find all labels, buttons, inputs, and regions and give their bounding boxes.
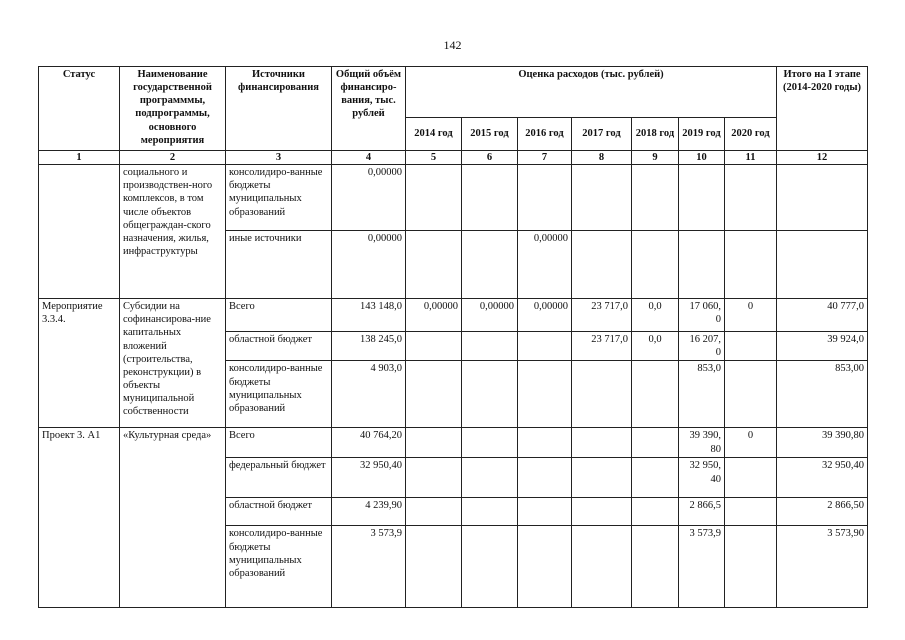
header-year: 2014 год <box>406 118 462 151</box>
year-cell: 0,00000 <box>518 231 572 299</box>
source-cell: федеральный бюджет <box>226 458 332 498</box>
table-row <box>39 165 868 231</box>
year-cell <box>725 165 777 231</box>
year-cell <box>518 165 572 231</box>
year-cell: 0 <box>725 428 777 458</box>
header-year: 2020 год <box>725 118 777 151</box>
total-cell: 4 903,0 <box>332 361 406 428</box>
total-cell: 32 950,40 <box>332 458 406 498</box>
total-cell: 3 573,9 <box>332 526 406 608</box>
stage-cell: 853,00 <box>777 361 868 428</box>
year-cell: 0,00000 <box>406 299 462 332</box>
total-cell: 143 148,0 <box>332 299 406 332</box>
year-cell <box>462 231 518 299</box>
year-cell: 16 207, 0 <box>679 332 725 361</box>
header-sources: Источники финансирования <box>226 67 332 151</box>
source-cell: консолидиро-ванные бюджеты муниципальных образований <box>226 361 332 428</box>
year-cell <box>462 361 518 428</box>
column-number: 3 <box>226 151 332 165</box>
status-cell: Мероприятие 3.3.4. <box>39 299 120 428</box>
year-cell <box>679 231 725 299</box>
year-cell <box>632 498 679 526</box>
year-cell <box>406 526 462 608</box>
year-cell <box>518 498 572 526</box>
year-cell: 0 <box>725 299 777 332</box>
year-cell <box>632 231 679 299</box>
year-cell <box>572 458 632 498</box>
stage-cell: 39 924,0 <box>777 332 868 361</box>
column-number: 12 <box>777 151 868 165</box>
year-cell <box>406 498 462 526</box>
year-cell <box>462 498 518 526</box>
year-cell <box>406 165 462 231</box>
column-number: 11 <box>725 151 777 165</box>
stage-cell: 3 573,90 <box>777 526 868 608</box>
year-cell <box>632 458 679 498</box>
year-cell <box>406 361 462 428</box>
column-number: 1 <box>39 151 120 165</box>
year-cell <box>572 526 632 608</box>
year-cell <box>406 458 462 498</box>
year-cell <box>572 428 632 458</box>
source-cell: Всего <box>226 428 332 458</box>
year-cell <box>632 165 679 231</box>
header-year: 2016 год <box>518 118 572 151</box>
column-number: 9 <box>632 151 679 165</box>
header-year: 2017 год <box>572 118 632 151</box>
header-estimate: Оценка расходов (тыс. рублей) <box>406 67 777 118</box>
year-cell <box>406 231 462 299</box>
year-cell <box>518 332 572 361</box>
year-cell <box>572 165 632 231</box>
year-cell <box>518 428 572 458</box>
stage-cell: 32 950,40 <box>777 458 868 498</box>
year-cell: 0,0 <box>632 299 679 332</box>
year-cell: 32 950, 40 <box>679 458 725 498</box>
stage-cell <box>777 165 868 231</box>
year-cell <box>725 526 777 608</box>
year-cell <box>725 498 777 526</box>
total-cell: 40 764,20 <box>332 428 406 458</box>
column-number: 7 <box>518 151 572 165</box>
year-cell <box>679 165 725 231</box>
page-number: 142 <box>443 38 462 52</box>
year-cell <box>462 332 518 361</box>
table-row <box>39 299 868 332</box>
table-row <box>39 428 868 458</box>
year-cell: 23 717,0 <box>572 332 632 361</box>
header-name: Наименование государственной программмы, подпрограммы, основного мероприятия <box>120 67 226 151</box>
year-cell <box>572 498 632 526</box>
year-cell <box>406 428 462 458</box>
year-cell <box>632 428 679 458</box>
year-cell <box>572 231 632 299</box>
year-cell <box>462 165 518 231</box>
stage-cell: 2 866,50 <box>777 498 868 526</box>
financing-table <box>38 66 868 608</box>
header-year: 2015 год <box>462 118 518 151</box>
year-cell <box>725 231 777 299</box>
source-cell: консолидиро-ванные бюджеты муниципальных образований <box>226 526 332 608</box>
year-cell: 2 866,5 <box>679 498 725 526</box>
year-cell <box>462 458 518 498</box>
header-row-main <box>39 67 868 118</box>
year-cell: 0,00000 <box>518 299 572 332</box>
status-cell: Проект 3. А1 <box>39 428 120 608</box>
name-cell: «Культурная среда» <box>120 428 226 608</box>
header-stage-total: Итого на I этапе (2014-2020 годы) <box>777 67 868 151</box>
stage-cell: 39 390,80 <box>777 428 868 458</box>
stage-cell <box>777 231 868 299</box>
year-cell: 853,0 <box>679 361 725 428</box>
column-number: 5 <box>406 151 462 165</box>
total-cell: 0,00000 <box>332 165 406 231</box>
year-cell <box>518 458 572 498</box>
year-cell <box>518 361 572 428</box>
name-cell: Субсидии на софинансирова-ние капитальных вложений (строительства, реконструкции) в объекты муниципальной собственности <box>120 299 226 428</box>
column-number: 4 <box>332 151 406 165</box>
year-cell: 3 573,9 <box>679 526 725 608</box>
year-cell <box>725 458 777 498</box>
year-cell <box>406 332 462 361</box>
year-cell: 0,0 <box>632 332 679 361</box>
year-cell: 23 717,0 <box>572 299 632 332</box>
total-cell: 0,00000 <box>332 231 406 299</box>
source-cell: областной бюджет <box>226 332 332 361</box>
column-number: 10 <box>679 151 725 165</box>
header-status: Статус <box>39 67 120 151</box>
year-cell <box>572 361 632 428</box>
header-total: Общий объём финансиро-вания, тыс. рублей <box>332 67 406 151</box>
year-cell <box>725 361 777 428</box>
year-cell <box>518 526 572 608</box>
column-number: 8 <box>572 151 632 165</box>
source-cell: иные источники <box>226 231 332 299</box>
year-cell <box>632 361 679 428</box>
column-number: 6 <box>462 151 518 165</box>
header-year: 2019 год <box>679 118 725 151</box>
year-cell <box>462 428 518 458</box>
source-cell: Всего <box>226 299 332 332</box>
column-number-row <box>39 151 868 165</box>
total-cell: 138 245,0 <box>332 332 406 361</box>
year-cell: 17 060, 0 <box>679 299 725 332</box>
source-cell: консолидиро-ванные бюджеты муниципальных образований <box>226 165 332 231</box>
year-cell: 39 390, 80 <box>679 428 725 458</box>
status-cell <box>39 165 120 299</box>
year-cell <box>632 526 679 608</box>
stage-cell: 40 777,0 <box>777 299 868 332</box>
year-cell <box>462 526 518 608</box>
total-cell: 4 239,90 <box>332 498 406 526</box>
year-cell: 0,00000 <box>462 299 518 332</box>
source-cell: областной бюджет <box>226 498 332 526</box>
column-number: 2 <box>120 151 226 165</box>
name-cell: социального и производствен-ного комплексов, в том числе объектов общеграждан-ского назначения, жилья, инфраструктуры <box>120 165 226 299</box>
header-year: 2018 год <box>632 118 679 151</box>
year-cell <box>725 332 777 361</box>
